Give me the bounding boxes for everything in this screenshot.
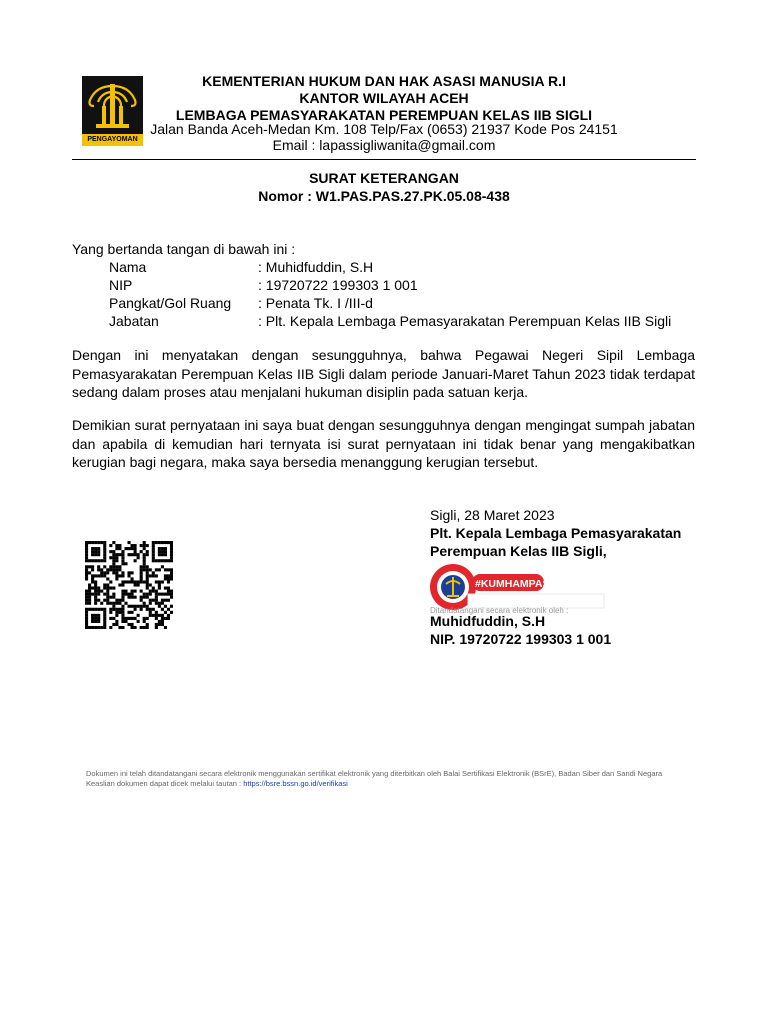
letterhead-divider — [72, 159, 696, 160]
stamp-label: #KUMHAMPASTI — [475, 578, 559, 590]
institution-name: LEMBAGA PEMASYARAKATAN PEREMPUAN KELAS IIB SIGLI — [175, 107, 593, 123]
regional-office: KANTOR WILAYAH ACEH — [299, 90, 469, 106]
pengayoman-emblem-icon — [82, 76, 143, 146]
field-label-pangkat: Pangkat/Gol Ruang — [109, 295, 232, 311]
closing-paragraph: Demikian surat pernyataan ini saya buat dengan sesungguhnya dengan mengingat sumpah jabatan dan apabila di kemudian hari ternyata isi surat pernyataan ini tidak benar yang mengakibatkan kerugian bagi negara, maka saya bersedia menanggung kerugian tersebut. — [72, 417, 695, 470]
field-value-nip: : 19720722 199303 1 001 — [258, 277, 418, 293]
signatory-position-line1: Plt. Kepala Lembaga Pemasyarakatan — [430, 525, 682, 541]
qr-code-icon — [85, 541, 173, 629]
letter-number: Nomor : W1.PAS.PAS.27.PK.05.08-438 — [258, 188, 510, 204]
verification-link[interactable]: https://bsre.bssn.go.id/verifikasi — [243, 779, 348, 788]
footer-verification-text: Keaslian dokumen dapat dicek melalui tautan : — [86, 779, 242, 788]
institution-address: Jalan Banda Aceh-Medan Km. 108 Telp/Fax (0653) 21937 Kode Pos 24151 — [150, 121, 618, 137]
digital-signature-note: Ditandatangani secara elektronik oleh : — [430, 606, 569, 615]
field-value-jabatan: : Plt. Kepala Lembaga Pemasyarakatan Perempuan Kelas IIB Sigli — [258, 313, 672, 329]
ministry-name: KEMENTERIAN HUKUM DAN HAK ASASI MANUSIA R.I — [202, 73, 566, 89]
statement-paragraph: Dengan ini menyatakan dengan sesungguhnya, bahwa Pegawai Negeri Sipil Lembaga Pemasyarakatan Perempuan Kelas IIB Sigli dalam periode Januari-Maret Tahun 2023 tidak terdapat sedang dalam proses atau menjalani hukuman disiplin pada satuan kerja. — [72, 347, 695, 400]
signatory-nip: NIP. 19720722 199303 1 001 — [430, 631, 612, 647]
tree-emblem-icon — [82, 76, 143, 134]
signatory-position-line2: Perempuan Kelas IIB Sigli, — [430, 543, 607, 559]
footer-verification — [86, 779, 348, 789]
logo-caption: PENGAYOMAN — [82, 134, 143, 146]
field-label-jabatan: Jabatan — [109, 313, 159, 329]
institution-email: Email : lapassigliwanita@gmail.com — [272, 137, 496, 153]
place-date: Sigli, 28 Maret 2023 — [430, 507, 555, 523]
letter-intro: Yang bertanda tangan di bawah ini : — [72, 241, 296, 257]
field-label-nip: NIP — [109, 277, 133, 293]
field-value-pangkat: : Penata Tk. I /III-d — [258, 295, 373, 311]
field-value-nama: : Muhidfuddin, S.H — [258, 259, 374, 275]
footer-certificate-note: Dokumen ini telah ditandatangani secara elektronik menggunakan sertifikat elektronik yang diterbitkan oleh Balai Sertifikasi Elektronik (BSrE), Badan Siber dan Sandi Negara — [86, 769, 663, 778]
signatory-name: Muhidfuddin, S.H — [430, 613, 546, 629]
field-label-nama: Nama — [109, 259, 147, 275]
letter-title: SURAT KETERANGAN — [309, 170, 459, 186]
